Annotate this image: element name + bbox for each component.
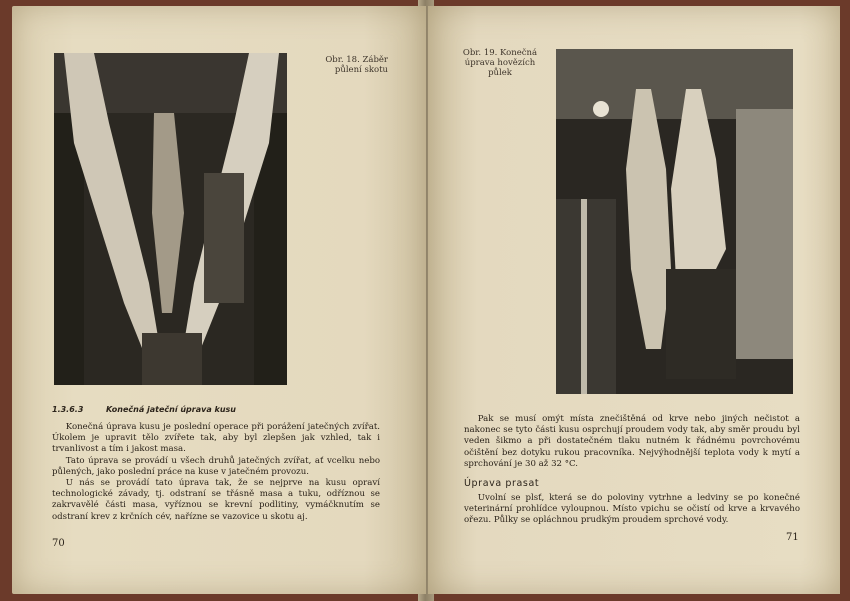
right-body-text-2	[464, 493, 800, 527]
beef-halves-image	[556, 49, 793, 394]
section-number: 1.3.6.3	[52, 405, 84, 414]
paragraph: Tato úprava se provádí u všech druhů jatečných zvířat, ať vcelku nebo půlených, jako poslední práce na kuse v jatečném provozu.	[52, 455, 380, 477]
section-title: Konečná jateční úprava kusu	[106, 405, 236, 414]
right-body-text	[464, 414, 800, 470]
paragraph: Pak se musí omýt místa znečištěná od krve nebo jiných nečistot a nakonec se tyto části kusu osprchují proudem vody tak, aby směr proudu byl veden šikmo a při dostatečném tlaku nutném k řádnému povrchovému očištění bez dotyku rukou pracovníka. Nejvýhodnější teplota vody k mytí a sprchování je 30 až 32 °C.	[464, 414, 800, 469]
subheading: Úprava prasat	[464, 478, 540, 489]
figure-19-photo	[556, 49, 793, 394]
carcass-splitting-image	[54, 53, 287, 385]
page-number: 70	[52, 538, 65, 549]
left-page	[12, 6, 426, 594]
page-number: 71	[786, 532, 799, 543]
left-body-text	[52, 422, 380, 523]
figure-18-photo	[54, 53, 287, 385]
paragraph: Konečná úprava kusu je poslední operace při porážení jatečných zvířat. Úkolem je upravit tělo zvířete tak, aby byl zlepšen jak vzhled, tak i trvanlivost a tím i jakost masa.	[52, 422, 380, 455]
paragraph: Uvolní se plsť, která se do poloviny vytrhne a ledviny se po konečné veterinární prohlídce vyloupnou. Místo vpichu se očistí od krve a krvavého ořezu. Půlky se opláchnou prudkým proudem sprchové vody.	[464, 493, 800, 526]
figure-19-caption: Obr. 19. Konečná úprava hovězích půlek	[462, 48, 538, 78]
paragraph: U nás se provádí tato úprava tak, že se nejprve na kusu opraví technologické závady, tj. odstraní se třásně masa a tuku, odříznou se zakrvavělé části masa, vyříznou se krevní podlitiny, vymáčknutím se odstraní krev z krčních cév, nařízne se vazovice u skotu aj.	[52, 478, 380, 522]
right-page	[428, 6, 840, 594]
figure-18-caption: Obr. 18. Záběr půlení skotu	[325, 55, 388, 75]
